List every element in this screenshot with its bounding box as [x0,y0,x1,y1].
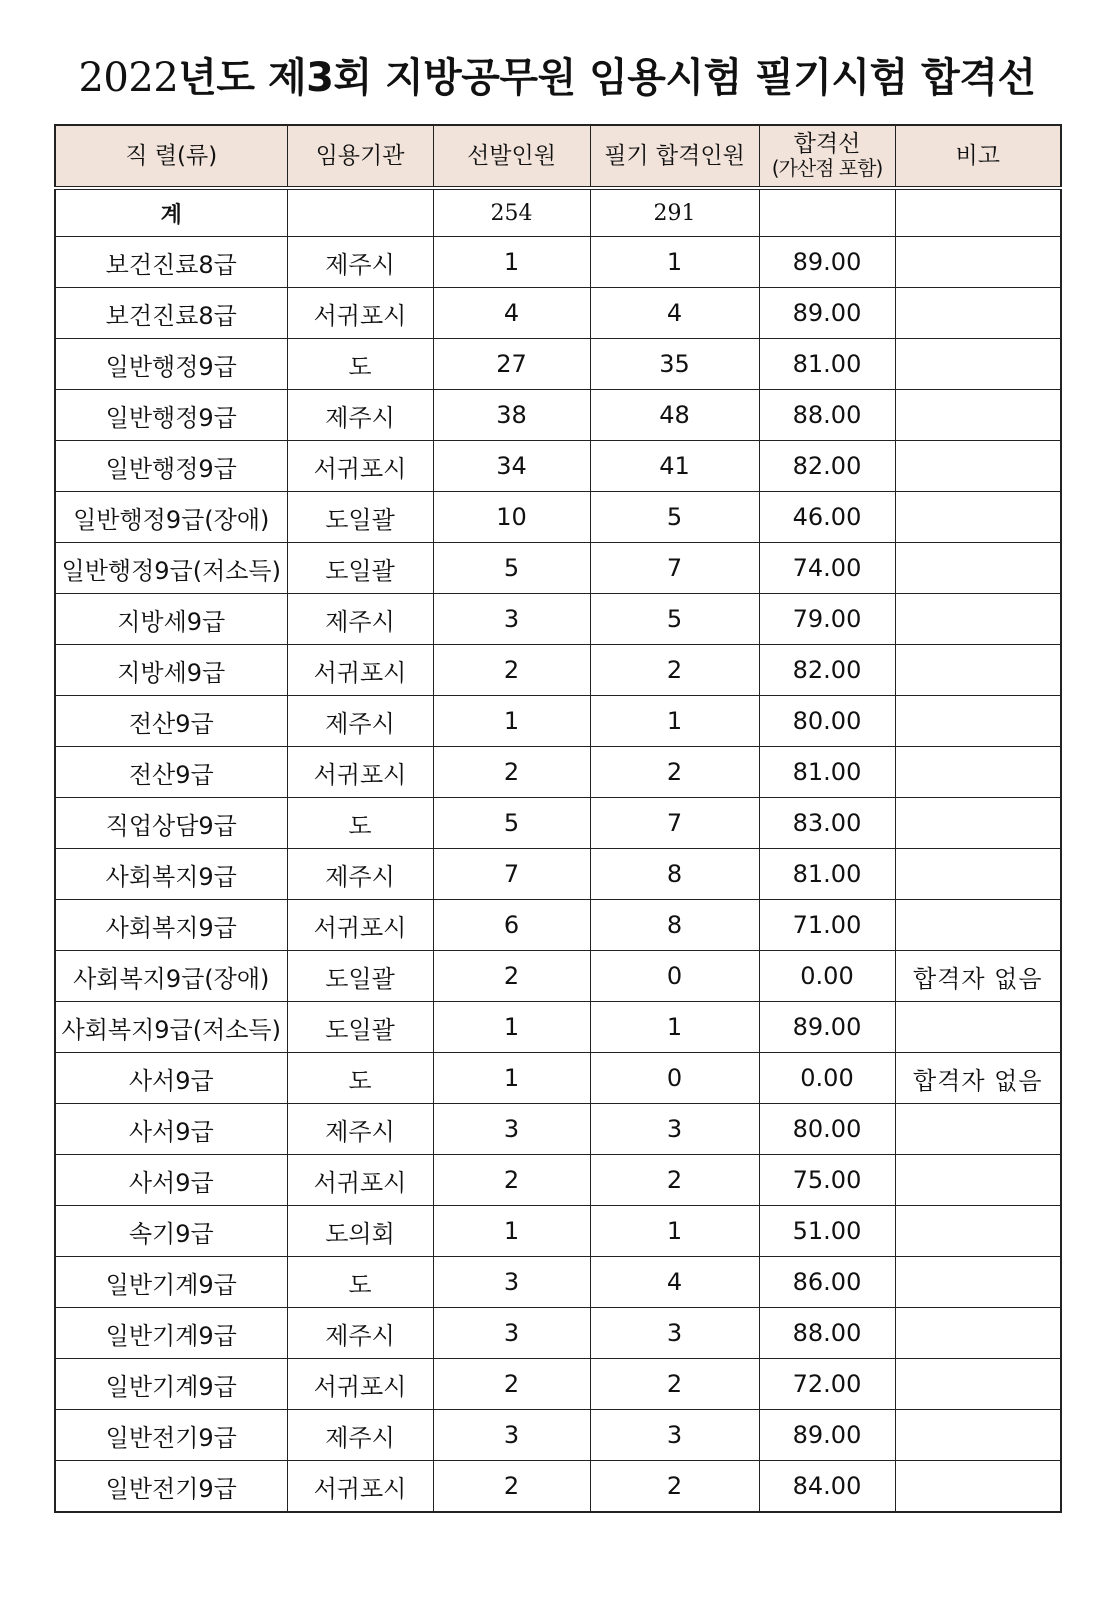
cell-selected: 1 [433,1206,590,1257]
cell-note [895,1257,1061,1308]
table-row [55,1410,1061,1461]
cell-cutoff: 84.00 [759,1461,895,1513]
header-row [55,125,1061,188]
cell-passed: 4 [590,1257,759,1308]
cell-category: 일반기계9급 [55,1257,287,1308]
cell-cutoff: 89.00 [759,1410,895,1461]
table-row [55,1257,1061,1308]
cell-cutoff: 81.00 [759,849,895,900]
cell-note [895,1002,1061,1053]
cell-category: 사회복지9급 [55,849,287,900]
cell-passed: 48 [590,390,759,441]
cell-category: 일반전기9급 [55,1410,287,1461]
cell-selected: 1 [433,1053,590,1104]
cell-cutoff: 71.00 [759,900,895,951]
cell-selected: 2 [433,645,590,696]
cell-passed: 3 [590,1410,759,1461]
cell-note [895,849,1061,900]
cell-note [895,747,1061,798]
cell-selected: 1 [433,237,590,288]
cell-cutoff: 89.00 [759,1002,895,1053]
cell-agency: 서귀포시 [287,441,433,492]
cell-selected: 2 [433,1461,590,1513]
cell-cutoff: 89.00 [759,288,895,339]
table-row [55,390,1061,441]
table-row [55,1308,1061,1359]
cell-agency: 도일괄 [287,543,433,594]
cell-agency: 서귀포시 [287,288,433,339]
table-row [55,951,1061,1002]
cell-agency: 서귀포시 [287,1359,433,1410]
table-row [55,441,1061,492]
total-row [55,188,1061,237]
cell-category: 사회복지9급 [55,900,287,951]
cell-selected: 1 [433,1002,590,1053]
cell-selected: 1 [433,696,590,747]
cell-selected: 7 [433,849,590,900]
cell-cutoff: 88.00 [759,1308,895,1359]
table-row [55,1155,1061,1206]
cell-agency: 서귀포시 [287,747,433,798]
table-row [55,1359,1061,1410]
cell-note [895,900,1061,951]
cell-cutoff: 0.00 [759,951,895,1002]
cell-category: 일반행정9급 [55,390,287,441]
total-agency [287,188,433,237]
cell-note [895,1461,1061,1513]
cell-note [895,594,1061,645]
cell-agency: 도일괄 [287,951,433,1002]
cell-note [895,1104,1061,1155]
cell-cutoff: 86.00 [759,1257,895,1308]
cell-selected: 3 [433,1104,590,1155]
col-header-selected: 선발인원 [433,125,590,188]
cell-passed: 2 [590,1155,759,1206]
cell-agency: 제주시 [287,849,433,900]
cell-category: 전산9급 [55,747,287,798]
cell-agency: 도의회 [287,1206,433,1257]
cell-note [895,1155,1061,1206]
cell-selected: 3 [433,1257,590,1308]
table-row [55,288,1061,339]
cell-passed: 7 [590,543,759,594]
cell-passed: 8 [590,900,759,951]
cell-cutoff: 82.00 [759,441,895,492]
cell-passed: 5 [590,594,759,645]
cell-passed: 3 [590,1104,759,1155]
cell-category: 보건진료8급 [55,288,287,339]
table-row [55,1002,1061,1053]
cell-note [895,798,1061,849]
cell-category: 사서9급 [55,1053,287,1104]
cell-agency: 제주시 [287,1410,433,1461]
total-label: 계 [55,188,287,237]
cell-category: 전산9급 [55,696,287,747]
cell-note: 합격자 없음 [895,951,1061,1002]
cell-note: 합격자 없음 [895,1053,1061,1104]
cell-passed: 35 [590,339,759,390]
cell-selected: 2 [433,951,590,1002]
cell-passed: 2 [590,1461,759,1513]
cell-agency: 제주시 [287,390,433,441]
cell-category: 사서9급 [55,1155,287,1206]
cell-cutoff: 80.00 [759,696,895,747]
cell-category: 일반행정9급(저소득) [55,543,287,594]
table-row [55,645,1061,696]
cell-category: 지방세9급 [55,645,287,696]
col-header-cutoff-line2: (가산점 포함) [771,156,883,180]
table-row [55,1053,1061,1104]
cell-cutoff: 75.00 [759,1155,895,1206]
table-row [55,1461,1061,1513]
cell-category: 보건진료8급 [55,237,287,288]
cell-passed: 2 [590,747,759,798]
cell-agency: 서귀포시 [287,645,433,696]
cell-passed: 1 [590,237,759,288]
cell-category: 사회복지9급(장애) [55,951,287,1002]
cell-agency: 제주시 [287,237,433,288]
cell-passed: 5 [590,492,759,543]
table-row [55,849,1061,900]
table-row [55,798,1061,849]
cell-note [895,1410,1061,1461]
cell-selected: 5 [433,543,590,594]
col-header-passed: 필기 합격인원 [590,125,759,188]
table-row [55,1206,1061,1257]
cell-cutoff: 51.00 [759,1206,895,1257]
cell-category: 속기9급 [55,1206,287,1257]
cell-cutoff: 83.00 [759,798,895,849]
cell-category: 지방세9급 [55,594,287,645]
table-row [55,1104,1061,1155]
total-passed: 291 [590,188,759,237]
cell-note [895,1206,1061,1257]
total-cutoff [759,188,895,237]
cell-note [895,492,1061,543]
cell-passed: 2 [590,1359,759,1410]
cell-category: 일반행정9급 [55,339,287,390]
table-row [55,696,1061,747]
col-header-agency: 임용기관 [287,125,433,188]
cell-agency: 서귀포시 [287,1461,433,1513]
table-row [55,339,1061,390]
cell-agency: 서귀포시 [287,1155,433,1206]
cell-passed: 8 [590,849,759,900]
cell-agency: 서귀포시 [287,900,433,951]
col-header-note: 비고 [895,125,1061,188]
cell-passed: 3 [590,1308,759,1359]
cell-passed: 41 [590,441,759,492]
cell-passed: 0 [590,1053,759,1104]
cell-category: 일반전기9급 [55,1461,287,1513]
cell-passed: 1 [590,1206,759,1257]
cell-selected: 3 [433,1410,590,1461]
cell-agency: 도일괄 [287,1002,433,1053]
page-title [0,50,1114,106]
cell-agency: 제주시 [287,594,433,645]
cell-selected: 3 [433,1308,590,1359]
table-row [55,900,1061,951]
cell-note [895,543,1061,594]
cell-selected: 10 [433,492,590,543]
cell-note [895,237,1061,288]
cell-cutoff: 0.00 [759,1053,895,1104]
cell-category: 일반행정9급(장애) [55,492,287,543]
col-header-category: 직 렬(류) [55,125,287,188]
total-note [895,188,1061,237]
cell-cutoff: 88.00 [759,390,895,441]
cell-agency: 제주시 [287,696,433,747]
table-row [55,747,1061,798]
total-selected: 254 [433,188,590,237]
page-title-text: 년도 제3회 지방공무원 임용시험 필기시험 합격선 [178,55,1036,101]
cell-category: 일반기계9급 [55,1308,287,1359]
cell-cutoff: 79.00 [759,594,895,645]
cell-passed: 1 [590,1002,759,1053]
col-header-cutoff-line1: 합격선 [793,131,861,157]
cell-agency: 도일괄 [287,492,433,543]
cell-passed: 1 [590,696,759,747]
cell-agency: 도 [287,339,433,390]
cell-agency: 도 [287,1053,433,1104]
cell-selected: 3 [433,594,590,645]
cell-selected: 27 [433,339,590,390]
cell-note [895,390,1061,441]
table-row [55,492,1061,543]
cell-passed: 4 [590,288,759,339]
cell-agency: 제주시 [287,1104,433,1155]
cell-category: 일반행정9급 [55,441,287,492]
cell-cutoff: 81.00 [759,339,895,390]
cell-cutoff: 89.00 [759,237,895,288]
cell-note [895,1308,1061,1359]
cell-note [895,339,1061,390]
cell-cutoff: 81.00 [759,747,895,798]
cell-passed: 2 [590,645,759,696]
cell-selected: 38 [433,390,590,441]
results-table [54,124,1062,1513]
cell-category: 사서9급 [55,1104,287,1155]
cell-category: 일반기계9급 [55,1359,287,1410]
cell-agency: 도 [287,1257,433,1308]
cell-selected: 2 [433,1359,590,1410]
cell-cutoff: 74.00 [759,543,895,594]
cell-selected: 5 [433,798,590,849]
cell-selected: 2 [433,747,590,798]
col-header-cutoff [759,125,895,188]
cell-note [895,1359,1061,1410]
cell-note [895,696,1061,747]
cell-category: 사회복지9급(저소득) [55,1002,287,1053]
cell-selected: 2 [433,1155,590,1206]
cell-note [895,288,1061,339]
cell-selected: 4 [433,288,590,339]
table-row [55,594,1061,645]
cell-selected: 34 [433,441,590,492]
cell-selected: 6 [433,900,590,951]
cell-agency: 제주시 [287,1308,433,1359]
page-title-year: 2022 [78,55,179,101]
cell-cutoff: 46.00 [759,492,895,543]
cell-passed: 7 [590,798,759,849]
cell-cutoff: 82.00 [759,645,895,696]
cell-cutoff: 80.00 [759,1104,895,1155]
cell-note [895,645,1061,696]
cell-passed: 0 [590,951,759,1002]
cell-category: 직업상담9급 [55,798,287,849]
table-row [55,543,1061,594]
cell-agency: 도 [287,798,433,849]
cell-note [895,441,1061,492]
table-row [55,237,1061,288]
cell-cutoff: 72.00 [759,1359,895,1410]
